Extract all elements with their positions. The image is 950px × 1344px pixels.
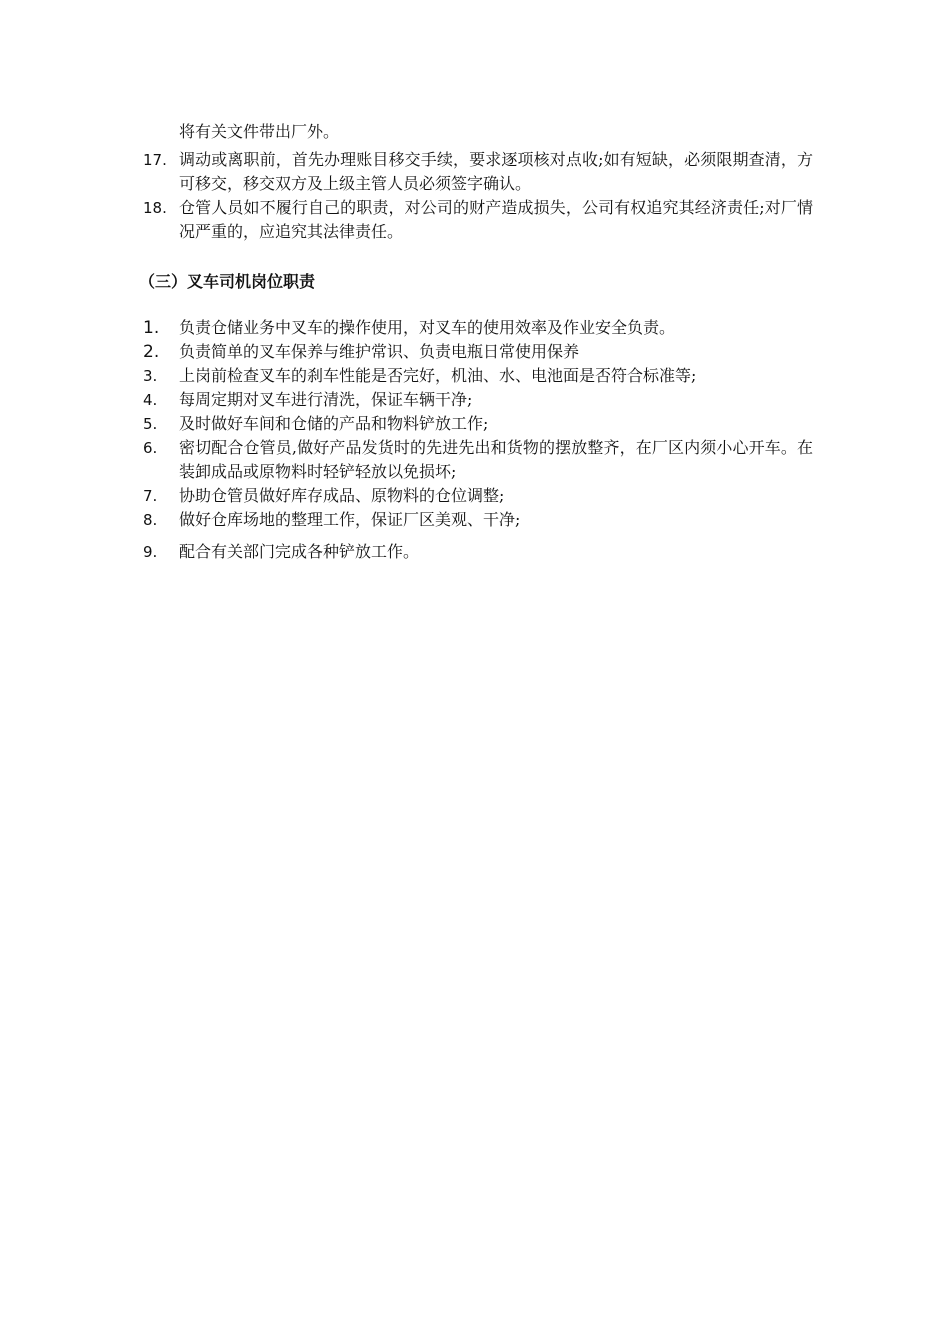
list-item-8 [143, 508, 813, 532]
list-number: 8. [143, 511, 158, 529]
list-text: 上岗前检查叉车的刹车性能是否完好，机油、水、电池面是否符合标准等; [179, 366, 697, 385]
list-item-5 [143, 412, 813, 436]
list-item-9 [143, 540, 813, 564]
list-text: 密切配合仓管员,做好产品发货时的先进先出和货物的摆放整齐，在厂区内须小心开车。在装卸成品或原物料时轻铲轻放以免损坏; [179, 438, 813, 481]
list-item-17 [143, 148, 813, 196]
list-item-18 [143, 196, 813, 244]
list-number: 2. [143, 342, 160, 362]
list-item-7 [143, 484, 813, 508]
list-number: 7. [143, 487, 158, 505]
list-number: 4. [143, 391, 158, 409]
list-text: 做好仓库场地的整理工作，保证厂区美观、干净; [179, 510, 521, 529]
list-text: 调动或离职前，首先办理账目移交手续，要求逐项核对点收;如有短缺，必须限期查清，方可移交，移交双方及上级主管人员必须签字确认。 [179, 150, 813, 193]
list-number: 3. [143, 367, 158, 385]
list-item-4 [143, 388, 813, 412]
list-text: 负责简单的叉车保养与维护常识、负责电瓶日常使用保养 [179, 342, 580, 361]
continued-paragraph: 将有关文件带出厂外。 [179, 122, 340, 141]
list-item-2 [143, 340, 813, 364]
list-number: 5. [143, 415, 158, 433]
list-number: 9. [143, 543, 158, 561]
document-body [139, 120, 813, 564]
list-item-6 [143, 436, 813, 484]
list-text: 配合有关部门完成各种铲放工作。 [179, 542, 420, 561]
list-text: 仓管人员如不履行自己的职责，对公司的财产造成损失，公司有权追究其经济责任;对厂情况严重的，应追究其法律责任。 [179, 198, 813, 241]
list-text: 负责仓储业务中叉车的操作使用，对叉车的使用效率及作业安全负责。 [179, 318, 676, 337]
section-heading: （三）叉车司机岗位职责 [139, 272, 316, 291]
list-text: 每周定期对叉车进行清洗，保证车辆干净; [179, 390, 473, 409]
list-item-3 [143, 364, 813, 388]
list-text: 及时做好车间和仓储的产品和物料铲放工作; [179, 414, 489, 433]
list-number: 1. [143, 318, 160, 338]
list-number: 17. [143, 151, 167, 169]
list-item-1 [143, 316, 813, 340]
list-number: 18. [143, 199, 167, 217]
list-number: 6. [143, 439, 158, 457]
list-text: 协助仓管员做好库存成品、原物料的仓位调整; [179, 486, 505, 505]
